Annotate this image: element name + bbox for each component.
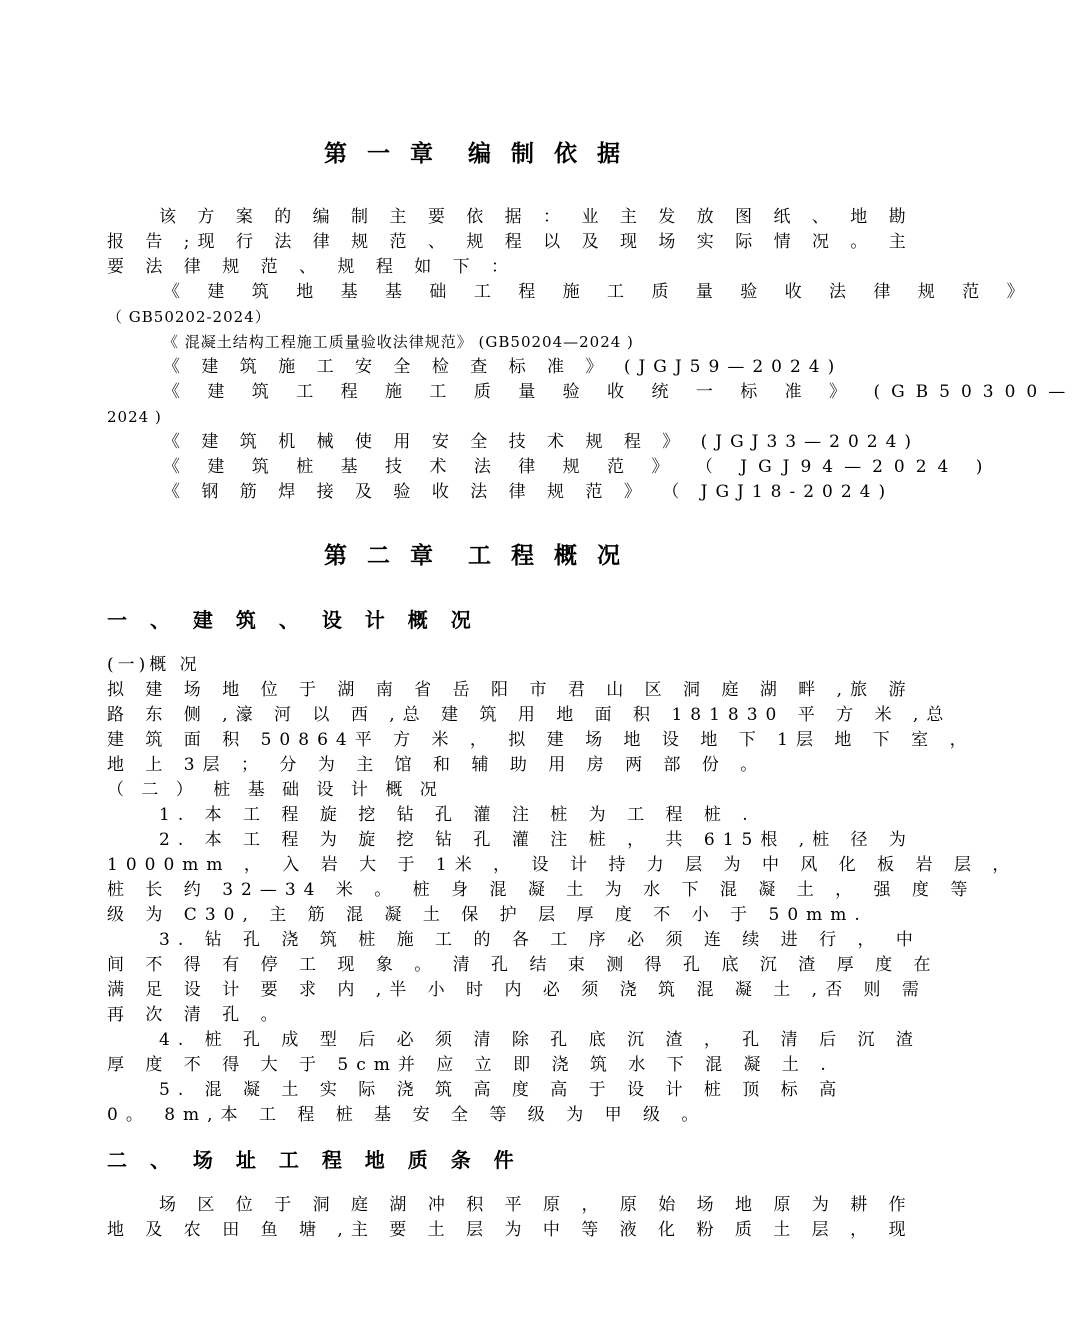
standard-line-9: 《 钢 筋 焊 接 及 验 收 法 律 规 范 》 （ JGJ18-2024) (163, 482, 894, 502)
pile-item-2-line-3: 桩 长 约 32—34 米 。 桩 身 混 凝 土 为 水 下 混 凝 土 ， 强 度 等 (107, 880, 976, 900)
overview-line-1: 拟 建 场 地 位 于 湖 南 省 岳 阳 市 君 山 区 洞 庭 湖 畔 ,旅 游 (107, 680, 914, 700)
standard-line-4: 《 建 筑 施 工 安 全 检 查 标 准 》 (JGJ59—2024) (163, 357, 843, 377)
pile-item-3-line-3: 满 足 设 计 要 求 内 ,半 小 时 内 必 须 浇 筑 混 凝 土 ,否 则 需 (107, 980, 927, 1000)
pile-item-2: 2. 本 工 程 为 旋 挖 钻 孔 灌 注 桩 ， 共 615根 ,桩 径 为 (159, 830, 914, 850)
chapter-2-title: 第 二 章 工 程 概 况 (323, 543, 627, 569)
standard-line-6: 2024 ) (107, 408, 162, 426)
pile-item-1: 1. 本 工 程 旋 挖 钻 孔 灌 注 桩 为 工 程 桩 . (159, 805, 756, 825)
standard-line-8: 《 建 筑 桩 基 技 术 法 律 规 范 》 （ JGJ94—2024 ) (163, 457, 994, 477)
overview-line-3: 建 筑 面 积 50864平 方 米 ， 拟 建 场 地 设 地 下 1层 地 下 室 ， (107, 730, 975, 750)
pile-item-3-line-2: 间 不 得 有 停 工 现 象 。 清 孔 结 束 测 得 孔 底 沉 渣 厚 度 在 (107, 955, 939, 975)
pile-item-3: 3. 钻 孔 浇 筑 桩 施 工 的 各 工 序 必 须 连 续 进 行 ， 中 (159, 930, 921, 950)
subsection-2-title: （ 二 ） 桩 基 础 设 计 概 况 (107, 780, 443, 800)
chapter-1-title: 第 一 章 编 制 依 据 (323, 141, 627, 167)
pile-item-5-line-2: 0。 8m,本 工 程 桩 基 安 全 等 级 为 甲 级 。 (107, 1105, 707, 1125)
intro-line-1: 该 方 案 的 编 制 主 要 依 据 ： 业 主 发 放 图 纸 、 地 勘 (159, 207, 914, 227)
pile-item-2-line-4: 级 为 C30, 主 筋 混 凝 土 保 护 层 厚 度 不 小 于 50mm. (107, 905, 868, 925)
section-2-title: 二 、 场 址 工 程 地 质 条 件 (107, 1148, 522, 1172)
standard-line-5: 《 建 筑 工 程 施 工 质 量 验 收 统 一 标 准 》 (GB50300— (163, 382, 1076, 402)
intro-line-3: 要 法 律 规 范 、 规 程 如 下 ： (107, 257, 517, 277)
pile-item-5: 5. 混 凝 土 实 际 浇 筑 高 度 高 于 设 计 桩 顶 标 高 (159, 1080, 845, 1100)
pile-item-4-line-2: 厚 度 不 得 大 于 5cm并 应 立 即 浇 筑 水 下 混 凝 土 . (107, 1055, 834, 1075)
section-1-title: 一 、 建 筑 、 设 计 概 况 (107, 608, 479, 632)
standard-line-1: 《 建 筑 地 基 基 础 工 程 施 工 质 量 验 收 法 律 规 范 》 (163, 282, 1035, 302)
overview-line-2: 路 东 侧 ,濠 河 以 西 ,总 建 筑 用 地 面 积 181830 平 方 米 ,总 (107, 705, 952, 725)
subsection-1-title: (一)概 况 (107, 655, 201, 675)
overview-line-4: 地 上 3层 ； 分 为 主 馆 和 辅 助 用 房 两 部 份 。 (107, 755, 766, 775)
intro-line-2: 报 告 ;现 行 法 律 规 范 、 规 程 以 及 现 场 实 际 情 况 。 主 (107, 232, 914, 252)
geology-line-1: 场 区 位 于 洞 庭 湖 冲 积 平 原 ， 原 始 场 地 原 为 耕 作 (159, 1195, 914, 1215)
geology-line-2: 地 及 农 田 鱼 塘 ,主 要 土 层 为 中 等 液 化 粉 质 土 层 ， 现 (107, 1220, 914, 1240)
standard-line-2: （ GB50202-2024） (107, 308, 271, 326)
pile-item-3-line-4: 再 次 清 孔 。 (107, 1005, 286, 1025)
pile-item-4: 4. 桩 孔 成 型 后 必 须 清 除 孔 底 沉 渣 ， 孔 清 后 沉 渣 (159, 1030, 921, 1050)
standard-line-3: 《 混凝土结构工程施工质量验收法律规范》 (GB50204—2024 ) (163, 333, 634, 351)
pile-item-2-line-2: 1000mm ， 入 岩 大 于 1米 ， 设 计 持 力 层 为 中 风 化 板 岩 层 ， (107, 855, 1018, 875)
standard-line-7: 《 建 筑 机 械 使 用 安 全 技 术 规 程 》 (JGJ33—2024) (163, 432, 920, 452)
